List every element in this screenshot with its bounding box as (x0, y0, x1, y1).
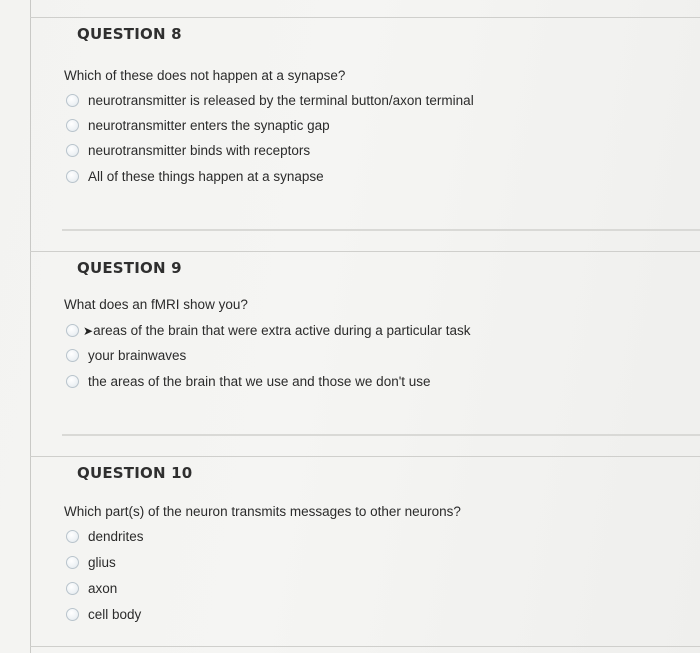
radio-button[interactable] (66, 119, 79, 132)
option-label: the areas of the brain that we use and those we don't use (88, 374, 431, 389)
q9-option[interactable] (66, 348, 186, 363)
option-label: All of these things happen at a synapse (88, 169, 324, 184)
radio-button[interactable] (66, 94, 79, 107)
q8-option[interactable] (66, 118, 330, 133)
option-label: neurotransmitter binds with receptors (88, 143, 311, 158)
q9-option[interactable] (66, 374, 431, 389)
radio-button[interactable] (66, 530, 79, 543)
q10-option[interactable] (66, 529, 144, 544)
radio-button[interactable] (66, 349, 79, 362)
radio-button[interactable] (66, 170, 79, 183)
q8-option[interactable] (66, 169, 324, 184)
q10-option[interactable] (66, 581, 117, 596)
option-label: neurotransmitter enters the synaptic gap (88, 118, 330, 133)
option-label: glius (88, 555, 116, 570)
radio-button[interactable] (66, 608, 79, 621)
question-10-title: QUESTION 10 (77, 464, 193, 482)
question-9-prompt: What does an fMRI show you? (64, 297, 248, 312)
divider (62, 434, 700, 436)
q10-option[interactable] (66, 555, 116, 570)
option-label: dendrites (88, 529, 144, 544)
divider (62, 229, 700, 231)
option-label: neurotransmitter is released by the terminal button/axon terminal (88, 93, 474, 108)
divider (30, 456, 700, 457)
q10-option[interactable] (66, 607, 141, 622)
question-9-title: QUESTION 9 (77, 259, 182, 277)
option-label: axon (88, 581, 118, 596)
divider (30, 251, 700, 252)
question-10-prompt: Which part(s) of the neuron transmits messages to other neurons? (64, 504, 461, 519)
divider (30, 17, 700, 18)
q8-option[interactable] (66, 143, 310, 158)
radio-button[interactable] (66, 582, 79, 595)
left-border (30, 0, 31, 653)
option-label: cell body (88, 607, 142, 622)
q9-option[interactable] (66, 323, 471, 338)
radio-button[interactable] (66, 324, 79, 337)
radio-button[interactable] (66, 556, 79, 569)
radio-button[interactable] (66, 375, 79, 388)
question-8-prompt: Which of these does not happen at a synapse? (64, 68, 346, 83)
q8-option[interactable] (66, 93, 474, 108)
option-label: your brainwaves (88, 348, 187, 363)
mouse-cursor-icon: ➤ (83, 323, 94, 338)
divider (30, 646, 700, 647)
option-label: areas of the brain that were extra active during a particular task (93, 323, 471, 338)
radio-button[interactable] (66, 144, 79, 157)
question-8-title: QUESTION 8 (77, 25, 182, 43)
